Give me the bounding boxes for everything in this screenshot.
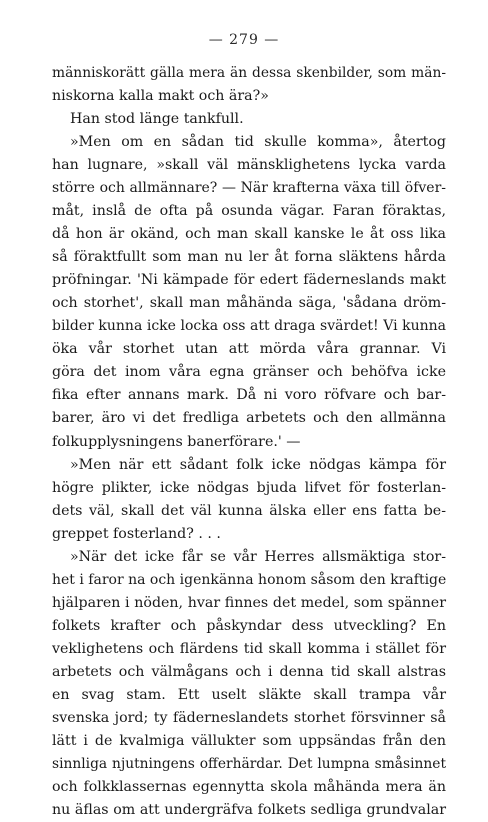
text-line: »Men när ett sådant folk icke nödgas kämpa för (70, 456, 446, 473)
text-line: måt, inslå de ofta på osunda vägar. Faran föraktas, (52, 203, 446, 220)
text-line: och storhet', skall man måhända säga, 'sådana dröm- (52, 295, 446, 312)
text-line: han lugnare, »skall väl mänsklighetens lycka varda (52, 157, 446, 174)
text-line: bilder kunna icke locka oss att draga svärdet! Vi kunna (52, 318, 446, 335)
text-line: nu äflas om att undergräfva folkets sedliga grundvalar (52, 802, 446, 818)
text-line: »När det icke får se vår Herres allsmäktiga stor- (70, 548, 446, 565)
text-line: högre plikter, icke nödgas bjuda lifvet för fosterlan- (52, 479, 446, 496)
text-line: folkets krafter och påskyndar dess utveckling? En (52, 617, 446, 634)
text-line: öka vår storhet utan att mörda våra grannar. Vi (52, 341, 446, 358)
text-line: större och allmännare? — När krafterna växa till öfver- (52, 180, 446, 197)
text-line: niskorna kalla makt och ära?» (52, 88, 269, 105)
text-line: het i faror na och igenkänna honom såsom den kraftige (52, 571, 447, 588)
text-line: arbetets och välmågans och i denna tid skall alstras (52, 663, 446, 680)
text-line: pröfningar. 'Ni kämpade för edert fäderneslands makt (52, 272, 446, 289)
text-line: veklighetens och flärdens tid skall komma i stället för (52, 640, 446, 657)
text-line: människorätt gälla mera än dessa skenbilder, som män- (52, 65, 446, 81)
text-line: dets väl, skall det väl kunna älska eller ens fatta be- (52, 502, 446, 519)
text-line: lätt i de kvalmiga vällukter som uppsändas från den (52, 732, 446, 749)
text-line: hjälparen i nöden, hvar finnes det medel, som spänner (52, 594, 446, 611)
text-line: då hon är okänd, och man skall kanske le åt oss lika (52, 226, 446, 243)
body-text (52, 62, 446, 822)
text-line: barer, äro vi det fredliga arbetets och den allmänna (52, 410, 446, 427)
text-line: fika efter annans mark. Då ni voro röfvare och bar- (52, 387, 446, 404)
text-line: folkupplysningens banerförare.' — (52, 433, 301, 450)
text-line: svenska jord; ty fäderneslandets storhet försvinner så (52, 709, 446, 726)
page-number: — 279 — (208, 32, 280, 48)
text-line: greppet fosterland? . . . (52, 525, 221, 542)
text-line: en svag stam. Ett uselt släkte skall trampa vår (52, 686, 446, 703)
text-line: göra det inom våra egna gränser och behöfva icke (52, 364, 446, 381)
text-line: Han stod länge tankfull. (70, 111, 244, 128)
text-line: »Men om en sådan tid skulle komma», återtog (70, 134, 446, 151)
text-line: och folkklassernas egennytta skola måhända mera än (52, 778, 446, 795)
text-line: sinnliga njutningens offerhärdar. Det lumpna småsinnet (52, 755, 446, 772)
text-line: så föraktfullt som man nu ler åt forna släktens hårda (52, 249, 446, 266)
